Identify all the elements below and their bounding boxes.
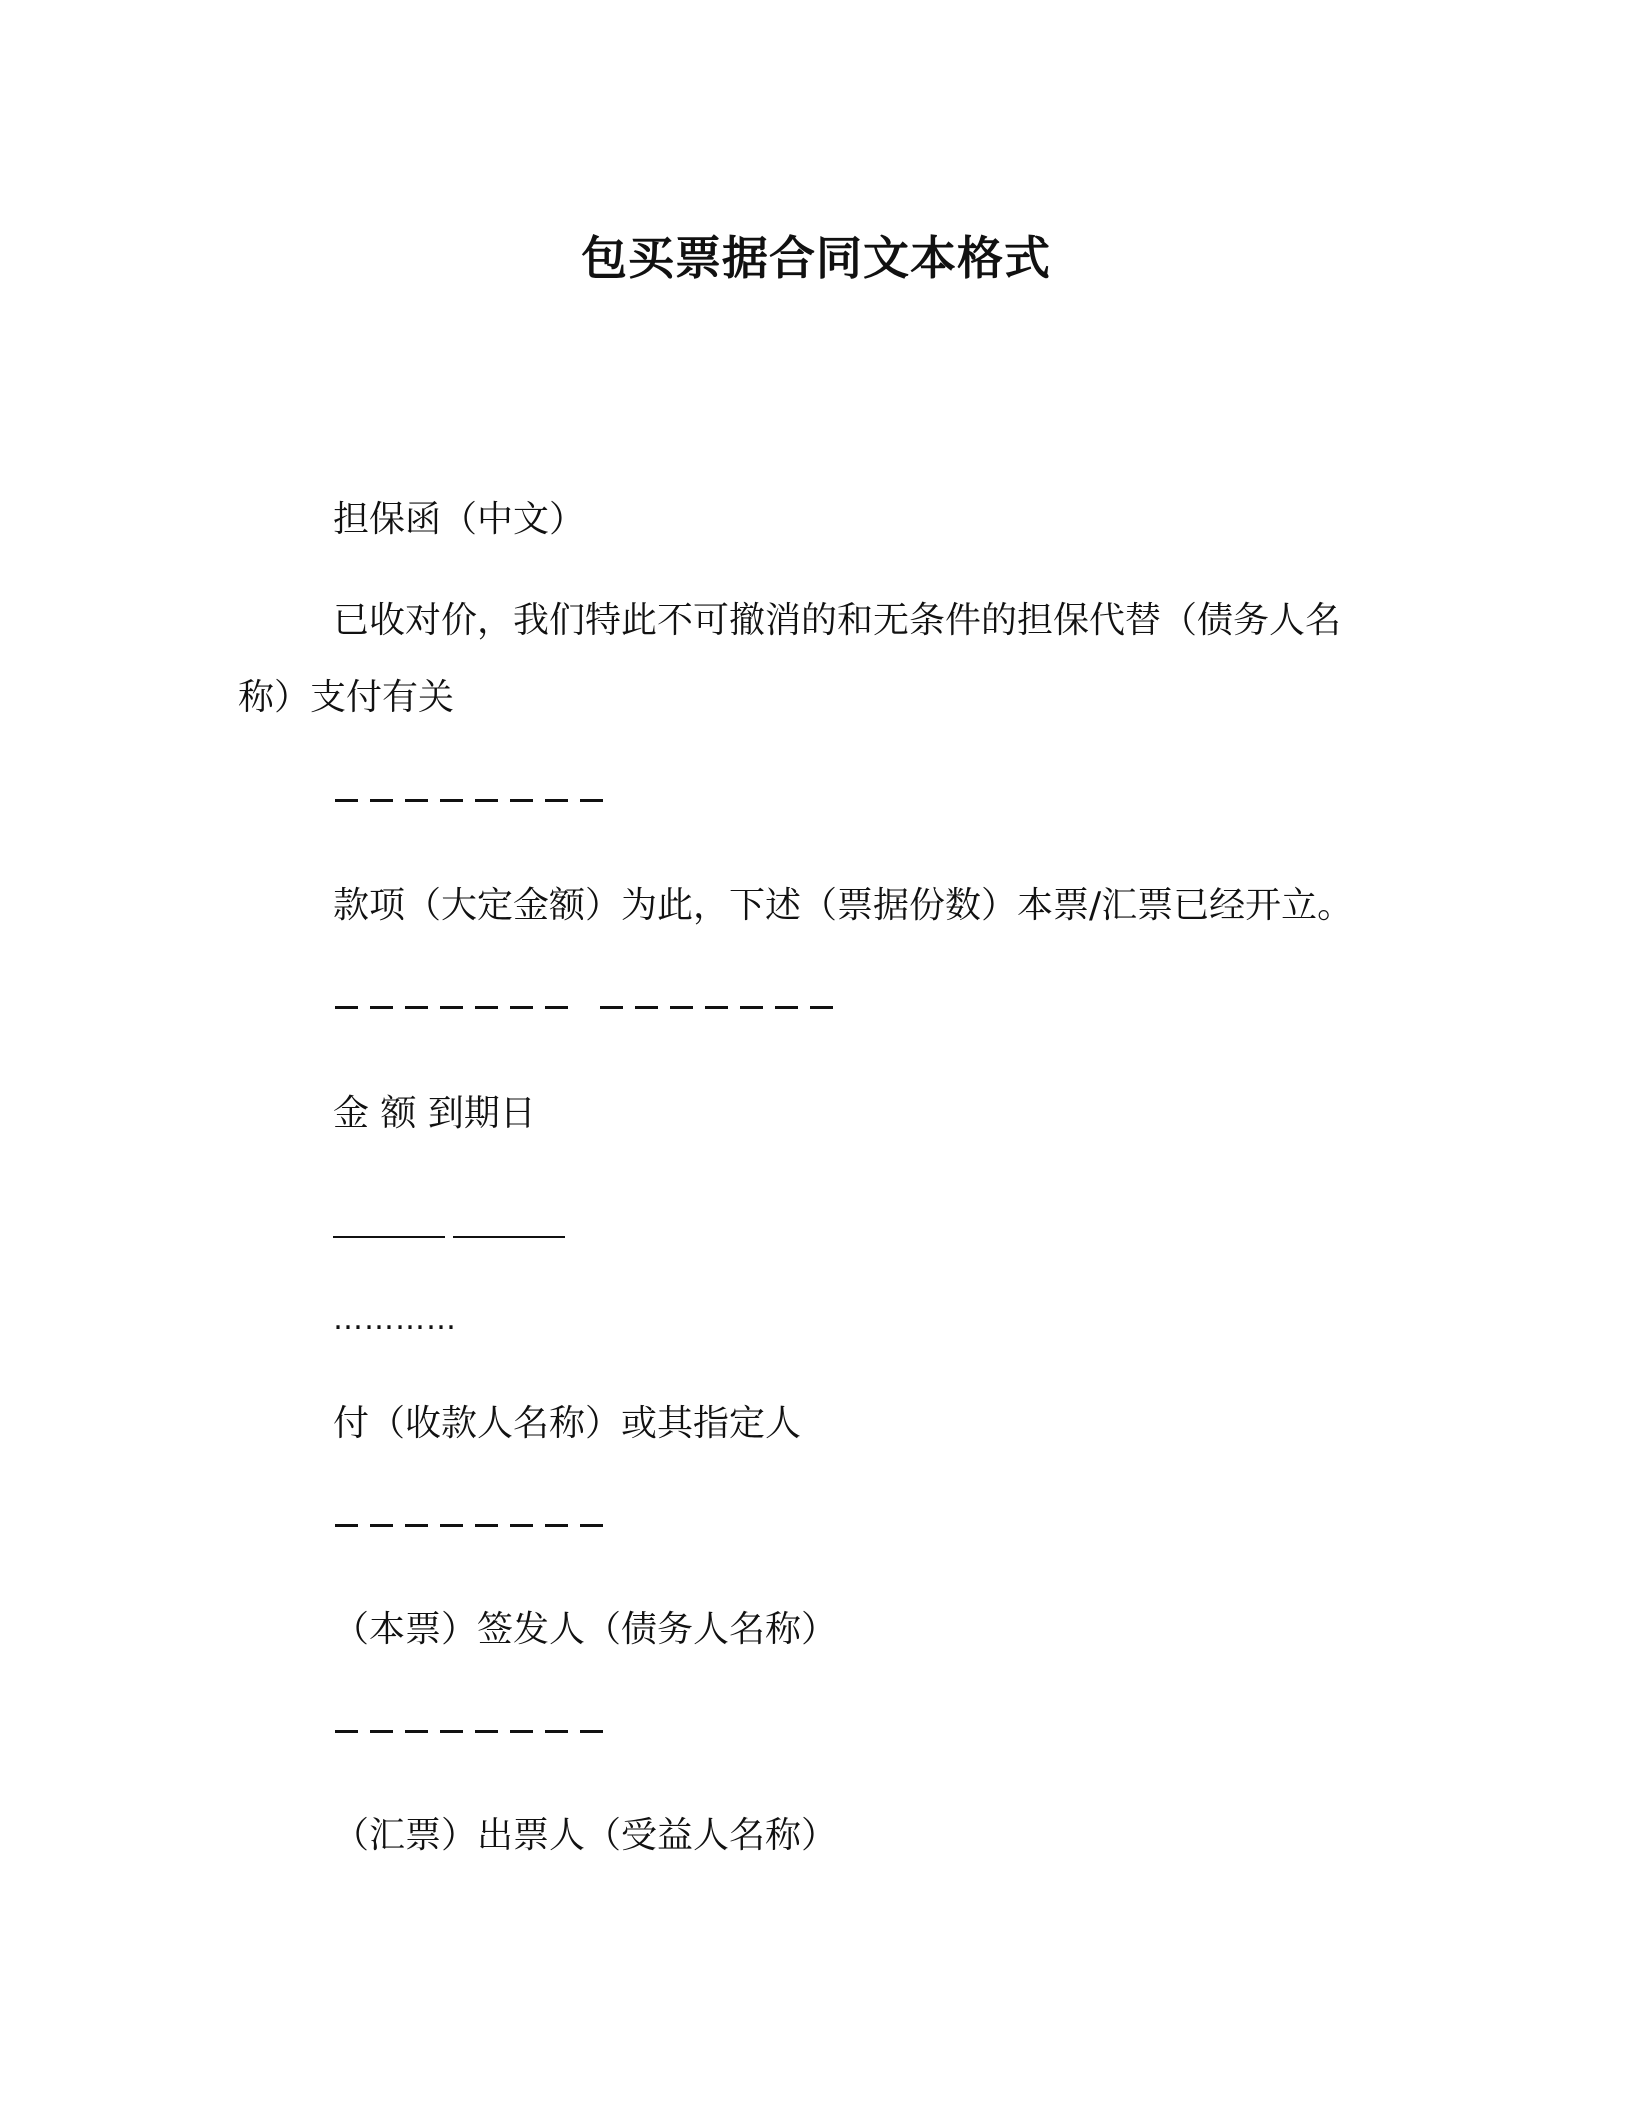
payee-line: 付（收款人名称）或其指定人 [333,1403,802,1444]
dash-separator-4 [335,1730,603,1733]
amount-blank [333,1236,445,1238]
ellipsis: ………… [333,1302,457,1337]
dash-separator-3 [335,1524,603,1527]
drawer-line: （汇票）出票人（受益人名称） [333,1815,838,1856]
due-date-blank [453,1236,565,1238]
paragraph-2: 款项（大定金额）为此，下述（票据份数）本票/汇票已经开立。 [333,885,1354,926]
heading-guarantee-letter: 担保函（中文） [333,499,586,540]
issuer-line: （本票）签发人（债务人名称） [333,1609,838,1650]
blank-underlines [333,1236,565,1238]
paragraph-1-line-2: 称）支付有关 [238,677,455,718]
document-title: 包买票据合同文本格式 [581,231,1051,285]
dash-separator-1 [335,799,603,802]
dash-separator-2 [335,1006,833,1009]
column-headers: 金 额 到期日 [333,1093,536,1134]
paragraph-1-line-1: 已收对价，我们特此不可撤消的和无条件的担保代替（债务人名 [333,600,1342,641]
